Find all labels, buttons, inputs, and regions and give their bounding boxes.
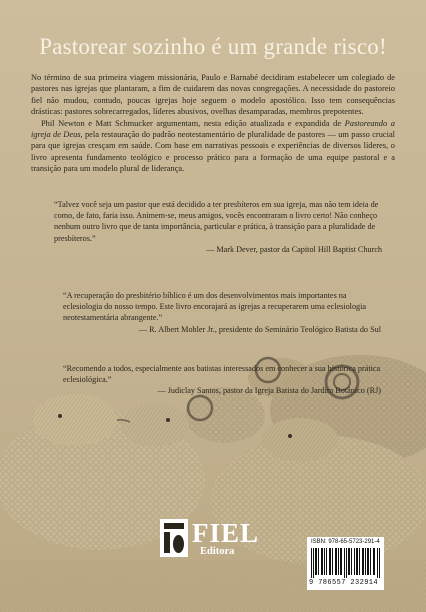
quote-attribution: — R. Albert Mohler Jr., presidente do Seminário Teológico Batista do Sul bbox=[138, 324, 381, 334]
quote-attribution: — Judiclay Santos, pastor da Igreja Batista do Jardim Botânico (RJ) bbox=[157, 386, 381, 396]
endorsement-quote bbox=[54, 199, 384, 255]
quote-attribution: — Mark Dever, pastor da Capitol Hill Baptist Church bbox=[206, 244, 382, 254]
description-paragraph-2 bbox=[31, 118, 395, 175]
book-title-italic: Pastoreando a igreja de Deus bbox=[31, 118, 395, 140]
quote-text: “Talvez você seja um pastor que está decidido a ter presbíteros em sua igreja, mas não tem ideia de como, de fato, faria isso. Animem-se, meus amigos, vocês encontraram o livro certo! Não conheço nenhum outro livro que de tanta importância, particular e prática, à transição para a pluralidade de presbíteros.” bbox=[54, 200, 379, 243]
isbn-digits: 9 786557 232914 bbox=[309, 579, 379, 587]
publisher-name: FIEL bbox=[192, 518, 260, 548]
quote-text: “A recuperação do presbitério bíblico é um dos desenvolvimentos mais importantes na eclesiologia do nosso tempo. Este livro encorajará as igrejas a recuperarem uma eclesiologia neotestamentária abrangente.” bbox=[63, 291, 367, 323]
description-paragraph-1: No término de sua primeira viagem missionária, Paulo e Barnabé decidiram estabelecer um colegiado de pastores nas igrejas que plantaram, a fim de cuidarem das novas congregações. A necessidade do pastoreio fiel não mudou, contudo, poucas igrejas hoje seguem o modelo apostólico. Isso tem consequências drásticas: pastores sobrecarregados, líderes abusivos, ovelhas desamparadas, membros prepotentes. bbox=[31, 73, 395, 117]
endorsement-quote bbox=[63, 363, 383, 397]
cover-headline: Pastorear sozinho é um grande risco! bbox=[39, 34, 387, 59]
description-text: Phil Newton e Matt Schmucker argumentam, nesta edição atualizada e expandida de bbox=[41, 118, 345, 128]
isbn-barcode bbox=[307, 537, 384, 590]
description-text: , pela restauração do padrão neotestamentário de pluralidade de pastores — um passo crucial para que igrejas cresçam em saúde. Com base em narrativas pessoais e experiências de diversos líderes, o livro apresenta fundamento teológico e processo prático para a formação de uma equipe pastoral e a transição para um modelo plural de liderança. bbox=[31, 130, 395, 174]
isbn-label: ISBN: 978-65-5723-291-4 bbox=[311, 539, 380, 545]
publisher-subtitle: Editora bbox=[200, 546, 235, 557]
publisher-logo bbox=[160, 519, 265, 559]
endorsement-quote bbox=[63, 290, 383, 335]
barcode-icon bbox=[311, 548, 380, 578]
book-description bbox=[31, 72, 395, 175]
quote-text: “Recomendo a todos, especialmente aos batistas interessados em conhecer a sua histórica prática eclesiológica.” bbox=[63, 364, 381, 385]
fiel-mark-icon bbox=[160, 519, 188, 557]
